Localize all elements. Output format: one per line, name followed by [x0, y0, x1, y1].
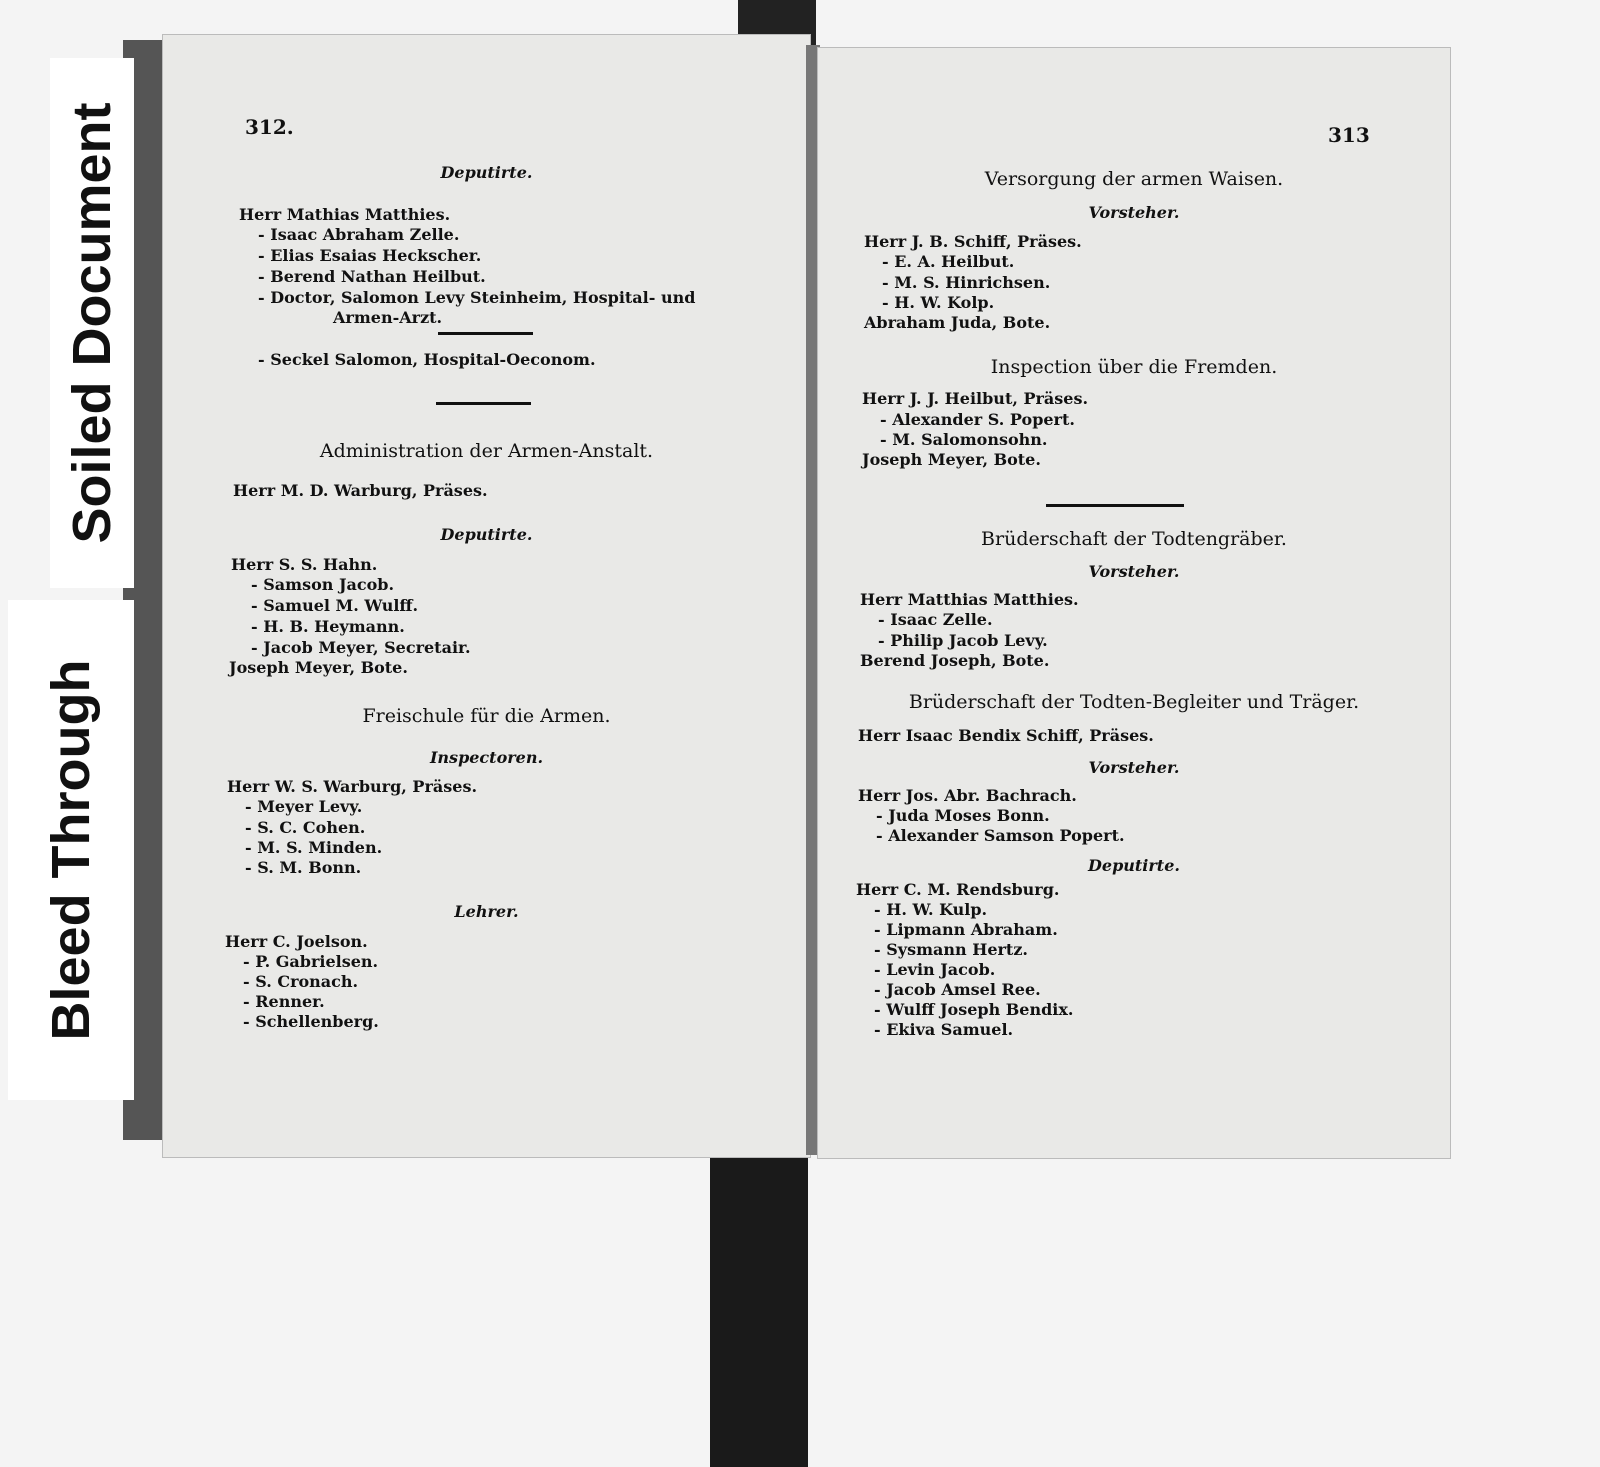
list-item: - H. W. Kolp.	[882, 293, 995, 312]
list-item: - M. S. Minden.	[245, 838, 383, 857]
list-item: Abraham Juda, Bote.	[864, 313, 1051, 332]
list-item: Herr M. D. Warburg, Präses.	[233, 481, 488, 500]
list-item: Herr Matthias Matthies.	[860, 590, 1079, 609]
list-item: - Samson Jacob.	[251, 575, 395, 594]
list-item: Joseph Meyer, Bote.	[229, 658, 408, 677]
list-item: - P. Gabrielsen.	[243, 952, 379, 971]
section-title: Freischule für die Armen.	[362, 705, 611, 727]
list-item: - Lipmann Abraham.	[874, 920, 1058, 939]
list-item: - H. B. Heymann.	[251, 617, 405, 636]
list-item: Berend Joseph, Bote.	[860, 651, 1050, 670]
list-item: Armen-Arzt.	[333, 308, 443, 327]
list-item: - S. Cronach.	[243, 972, 359, 991]
bottom-binding-strip	[710, 1140, 808, 1467]
section-title: Versorgung der armen Waisen.	[984, 168, 1284, 190]
list-item: Joseph Meyer, Bote.	[862, 450, 1041, 469]
page-number: 312.	[245, 115, 294, 139]
divider	[436, 402, 531, 405]
list-item: - E. A. Heilbut.	[882, 252, 1015, 271]
list-item: - M. S. Hinrichsen.	[882, 273, 1051, 292]
list-item: - Levin Jacob.	[874, 960, 996, 979]
list-item: - Jacob Amsel Ree.	[874, 980, 1041, 999]
list-item: - Juda Moses Bonn.	[876, 806, 1050, 825]
list-item: Herr Jos. Abr. Bachrach.	[858, 786, 1077, 805]
list-item: - Ekiva Samuel.	[874, 1020, 1014, 1039]
section-title: Administration der Armen-Anstalt.	[319, 440, 654, 462]
list-item: - Isaac Abraham Zelle.	[258, 225, 460, 244]
list-item: - Alexander Samson Popert.	[876, 826, 1125, 845]
divider	[1046, 504, 1184, 507]
list-item: Herr C. Joelson.	[225, 932, 368, 951]
left-page	[163, 35, 810, 1157]
list-item: - Elias Esaias Heckscher.	[258, 246, 482, 265]
soiled-document-label: Soiled Document	[50, 58, 134, 588]
list-item: - Seckel Salomon, Hospital-Oeconom.	[258, 350, 596, 369]
list-item: Herr Mathias Matthies.	[239, 205, 451, 224]
list-item: - S. M. Bonn.	[245, 858, 362, 877]
list-item: - Samuel M. Wulff.	[251, 596, 419, 615]
section-title: Brüderschaft der Todtengräber.	[981, 528, 1287, 550]
list-item: Herr C. M. Rendsburg.	[856, 880, 1060, 899]
list-item: - Meyer Levy.	[245, 797, 363, 816]
list-item: - H. W. Kulp.	[874, 900, 988, 919]
list-item: Herr J. J. Heilbut, Präses.	[862, 389, 1089, 408]
list-item: - Alexander S. Popert.	[880, 410, 1075, 429]
list-item: - Philip Jacob Levy.	[878, 631, 1048, 650]
right-page	[818, 48, 1450, 1158]
list-item: - Isaac Zelle.	[878, 610, 993, 629]
list-item: - M. Salomonsohn.	[880, 430, 1048, 449]
list-item: - Sysmann Hertz.	[874, 940, 1028, 959]
list-item: Herr J. B. Schiff, Präses.	[864, 232, 1082, 251]
divider	[438, 332, 533, 335]
section-heading: Vorsteher.	[1088, 203, 1180, 222]
list-item: - Wulff Joseph Bendix.	[874, 1000, 1074, 1019]
list-item: Herr W. S. Warburg, Präses.	[227, 777, 478, 796]
section-heading: Lehrer.	[454, 902, 519, 921]
list-item: - Berend Nathan Heilbut.	[258, 267, 486, 286]
list-item: Herr S. S. Hahn.	[231, 555, 378, 574]
bleed-through-label: Bleed Through	[8, 600, 134, 1100]
section-heading: Inspectoren.	[429, 748, 544, 767]
section-heading: Vorsteher.	[1088, 758, 1180, 777]
section-heading: Deputirte.	[440, 525, 533, 544]
list-item: Herr Isaac Bendix Schiff, Präses.	[858, 726, 1154, 745]
section-heading: Deputirte.	[440, 163, 533, 182]
list-item: - Jacob Meyer, Secretair.	[251, 638, 471, 657]
section-heading: Vorsteher.	[1088, 562, 1180, 581]
list-item: - Schellenberg.	[243, 1012, 379, 1031]
section-heading: Deputirte.	[1088, 856, 1180, 875]
list-item: - Renner.	[243, 992, 325, 1011]
section-title: Inspection über die Fremden.	[990, 356, 1278, 378]
section-title: Brüderschaft der Todten-Begleiter und Träger.	[908, 691, 1360, 713]
list-item: - Doctor, Salomon Levy Steinheim, Hospital- und	[258, 288, 696, 307]
list-item: - S. C. Cohen.	[245, 818, 366, 837]
page-number: 313	[1328, 123, 1370, 147]
